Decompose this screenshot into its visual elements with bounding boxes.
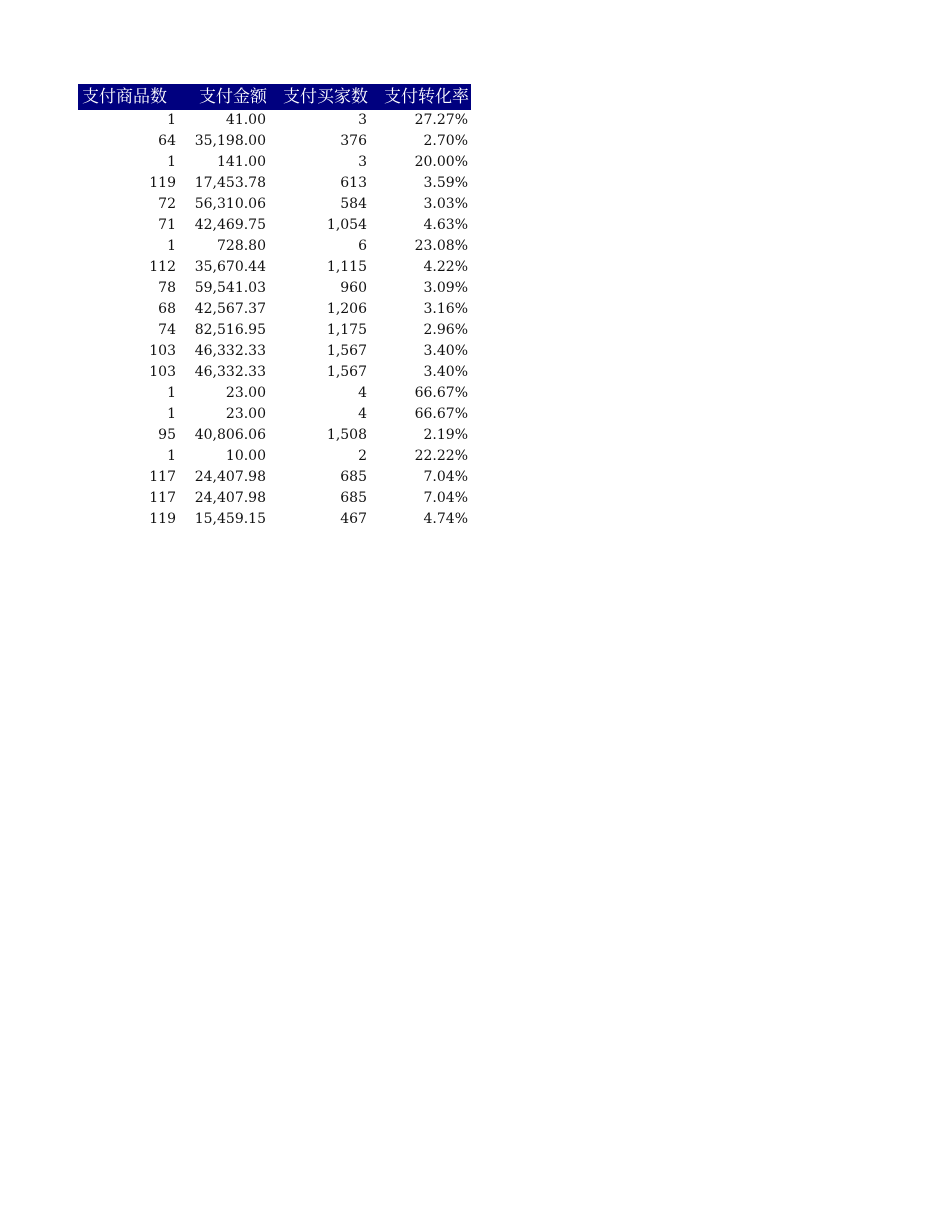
cell-paid-items[interactable]: 1 xyxy=(167,112,176,128)
table-row xyxy=(78,236,471,257)
cell-conversion-rate[interactable]: 66.67% xyxy=(414,385,468,401)
cell-paid-amount[interactable]: 24,407.98 xyxy=(194,469,266,485)
header-paid-amount[interactable]: 支付金额 xyxy=(179,84,269,110)
table-row xyxy=(78,257,471,278)
cell-paid-buyers[interactable]: 1,567 xyxy=(326,343,367,359)
cell-paid-items[interactable]: 71 xyxy=(158,217,176,233)
table-row xyxy=(78,215,471,236)
cell-conversion-rate[interactable]: 4.63% xyxy=(423,217,468,233)
cell-conversion-rate[interactable]: 4.22% xyxy=(423,259,468,275)
table-body xyxy=(78,110,471,530)
cell-paid-buyers[interactable]: 1,206 xyxy=(326,301,367,317)
cell-paid-items[interactable]: 74 xyxy=(158,322,176,338)
cell-paid-buyers[interactable]: 1,508 xyxy=(326,427,367,443)
cell-paid-buyers[interactable]: 1,054 xyxy=(326,217,367,233)
cell-paid-items[interactable]: 68 xyxy=(158,301,176,317)
cell-paid-amount[interactable]: 46,332.33 xyxy=(194,364,266,380)
cell-conversion-rate[interactable]: 7.04% xyxy=(423,469,468,485)
cell-conversion-rate[interactable]: 3.40% xyxy=(423,343,468,359)
cell-conversion-rate[interactable]: 3.16% xyxy=(423,301,468,317)
table-row xyxy=(78,467,471,488)
table-row xyxy=(78,110,471,131)
cell-conversion-rate[interactable]: 23.08% xyxy=(414,238,468,254)
cell-paid-amount[interactable]: 23.00 xyxy=(225,406,266,422)
cell-paid-buyers[interactable]: 584 xyxy=(340,196,367,212)
cell-conversion-rate[interactable]: 3.03% xyxy=(423,196,468,212)
cell-conversion-rate[interactable]: 66.67% xyxy=(414,406,468,422)
cell-paid-amount[interactable]: 24,407.98 xyxy=(194,490,266,506)
table-row xyxy=(78,299,471,320)
cell-paid-items[interactable]: 119 xyxy=(149,511,176,527)
cell-conversion-rate[interactable]: 2.70% xyxy=(423,133,468,149)
cell-paid-buyers[interactable]: 376 xyxy=(340,133,367,149)
table-row xyxy=(78,152,471,173)
cell-paid-items[interactable]: 117 xyxy=(149,469,176,485)
header-paid-buyers[interactable]: 支付买家数 xyxy=(269,84,370,110)
cell-conversion-rate[interactable]: 2.19% xyxy=(423,427,468,443)
cell-conversion-rate[interactable]: 22.22% xyxy=(414,448,468,464)
cell-paid-buyers[interactable]: 960 xyxy=(340,280,367,296)
cell-paid-items[interactable]: 1 xyxy=(167,448,176,464)
cell-paid-amount[interactable]: 42,567.37 xyxy=(194,301,266,317)
cell-paid-amount[interactable]: 35,670.44 xyxy=(194,259,266,275)
cell-paid-items[interactable]: 112 xyxy=(149,259,176,275)
header-conversion-rate[interactable]: 支付转化率 xyxy=(370,84,471,110)
cell-paid-amount[interactable]: 46,332.33 xyxy=(194,343,266,359)
cell-paid-items[interactable]: 1 xyxy=(167,406,176,422)
header-paid-items[interactable]: 支付商品数 xyxy=(78,84,179,110)
cell-paid-amount[interactable]: 59,541.03 xyxy=(194,280,266,296)
cell-paid-amount[interactable]: 15,459.15 xyxy=(194,511,266,527)
cell-paid-amount[interactable]: 10.00 xyxy=(225,448,266,464)
cell-paid-buyers[interactable]: 613 xyxy=(340,175,367,191)
cell-conversion-rate[interactable]: 7.04% xyxy=(423,490,468,506)
cell-paid-buyers[interactable]: 4 xyxy=(358,385,367,401)
cell-paid-items[interactable]: 72 xyxy=(158,196,176,212)
cell-paid-amount[interactable]: 56,310.06 xyxy=(194,196,266,212)
table-row xyxy=(78,488,471,509)
cell-paid-amount[interactable]: 40,806.06 xyxy=(194,427,266,443)
spreadsheet-area xyxy=(78,84,471,530)
cell-paid-items[interactable]: 117 xyxy=(149,490,176,506)
cell-paid-buyers[interactable]: 2 xyxy=(358,448,367,464)
cell-paid-buyers[interactable]: 1,175 xyxy=(326,322,367,338)
cell-paid-buyers[interactable]: 3 xyxy=(358,112,367,128)
table-row xyxy=(78,194,471,215)
table-row xyxy=(78,383,471,404)
cell-conversion-rate[interactable]: 20.00% xyxy=(414,154,468,170)
cell-paid-buyers[interactable]: 4 xyxy=(358,406,367,422)
table-row xyxy=(78,173,471,194)
cell-paid-buyers[interactable]: 467 xyxy=(340,511,367,527)
cell-paid-buyers[interactable]: 3 xyxy=(358,154,367,170)
table-row xyxy=(78,131,471,152)
cell-conversion-rate[interactable]: 3.40% xyxy=(423,364,468,380)
cell-paid-items[interactable]: 1 xyxy=(167,385,176,401)
table-row xyxy=(78,362,471,383)
cell-paid-buyers[interactable]: 1,567 xyxy=(326,364,367,380)
cell-paid-items[interactable]: 103 xyxy=(149,343,176,359)
cell-paid-amount[interactable]: 728.80 xyxy=(217,238,266,254)
table-row xyxy=(78,425,471,446)
table-row xyxy=(78,278,471,299)
table-row xyxy=(78,446,471,467)
table-row xyxy=(78,320,471,341)
cell-paid-buyers[interactable]: 1,115 xyxy=(326,259,367,275)
cell-conversion-rate[interactable]: 3.59% xyxy=(423,175,468,191)
cell-conversion-rate[interactable]: 2.96% xyxy=(423,322,468,338)
cell-paid-amount[interactable]: 17,453.78 xyxy=(194,175,266,191)
cell-paid-items[interactable]: 64 xyxy=(158,133,176,149)
cell-paid-amount[interactable]: 82,516.95 xyxy=(194,322,266,338)
cell-conversion-rate[interactable]: 3.09% xyxy=(423,280,468,296)
cell-paid-amount[interactable]: 42,469.75 xyxy=(194,217,266,233)
cell-paid-amount[interactable]: 35,198.00 xyxy=(194,133,266,149)
table-row xyxy=(78,509,471,530)
cell-paid-buyers[interactable]: 6 xyxy=(358,238,367,254)
cell-paid-amount[interactable]: 141.00 xyxy=(217,154,266,170)
table-row xyxy=(78,341,471,362)
cell-paid-items[interactable]: 1 xyxy=(167,238,176,254)
cell-paid-buyers[interactable]: 685 xyxy=(340,469,367,485)
cell-paid-items[interactable]: 119 xyxy=(149,175,176,191)
cell-conversion-rate[interactable]: 4.74% xyxy=(423,511,468,527)
data-table xyxy=(78,84,471,530)
cell-paid-amount[interactable]: 41.00 xyxy=(225,112,266,128)
table-row xyxy=(78,404,471,425)
cell-paid-items[interactable]: 1 xyxy=(167,154,176,170)
cell-conversion-rate[interactable]: 27.27% xyxy=(414,112,468,128)
cell-paid-items[interactable]: 103 xyxy=(149,364,176,380)
cell-paid-buyers[interactable]: 685 xyxy=(340,490,367,506)
cell-paid-items[interactable]: 78 xyxy=(158,280,176,296)
cell-paid-items[interactable]: 95 xyxy=(158,427,176,443)
cell-paid-amount[interactable]: 23.00 xyxy=(225,385,266,401)
header-row xyxy=(78,84,471,110)
